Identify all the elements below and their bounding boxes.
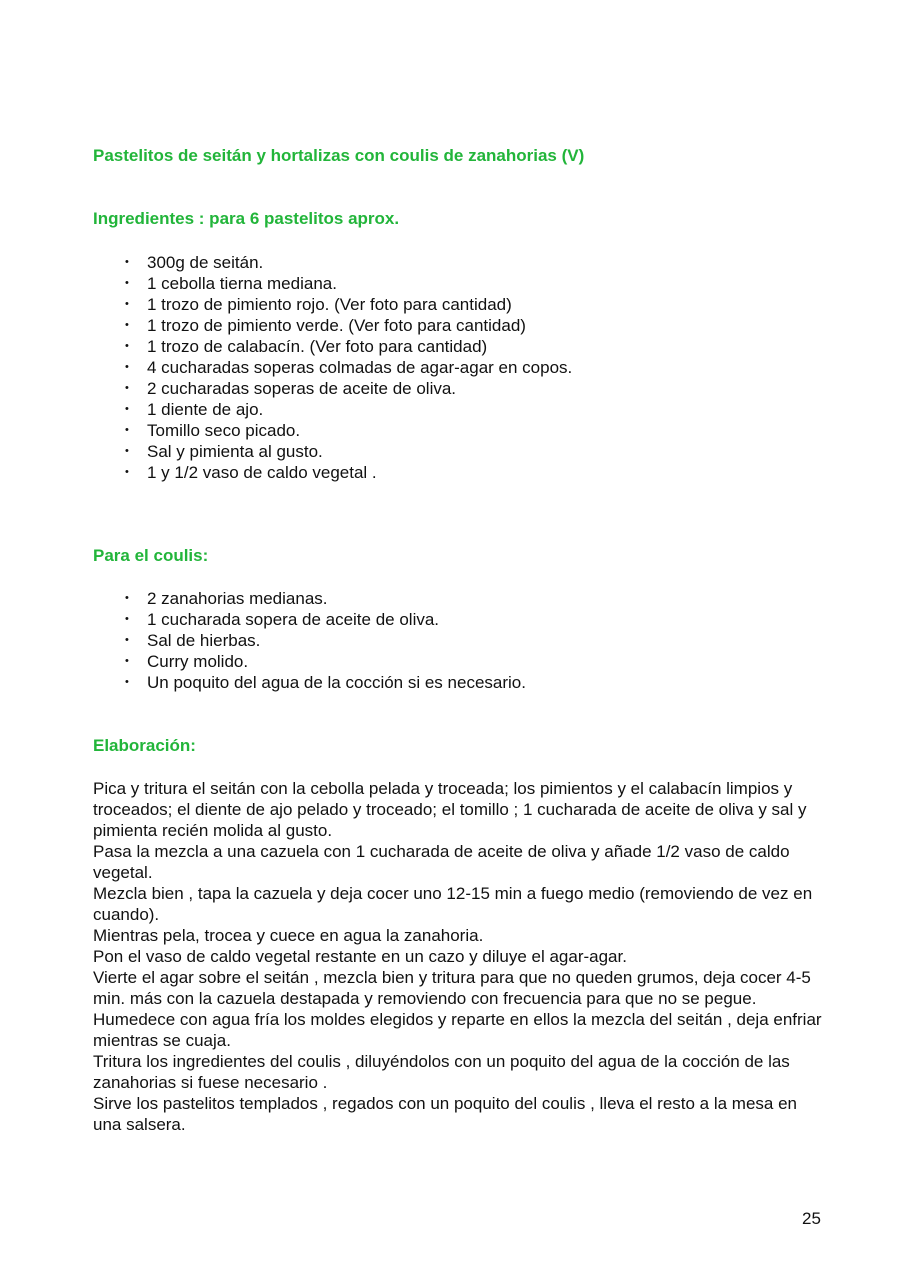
ingredients-heading: Ingredientes : para 6 pastelitos aprox.	[93, 209, 400, 228]
ingredients-list	[120, 252, 572, 483]
coulis-ingredient-text: 2 zanahorias medianas.	[147, 589, 328, 608]
list-item	[120, 588, 526, 609]
step-paragraph: Pasa la mezcla a una cazuela con 1 cucharada de aceite de oliva y añade 1/2 vaso de caldo vegetal.	[93, 842, 790, 882]
coulis-heading: Para el coulis:	[93, 546, 209, 565]
bullet-icon: •	[125, 361, 129, 373]
bullet-icon: •	[125, 298, 129, 310]
coulis-ingredient-text: 1 cucharada sopera de aceite de oliva.	[147, 610, 440, 629]
ingredient-text: 4 cucharadas soperas colmadas de agar-agar en copos.	[147, 358, 573, 377]
list-item	[120, 399, 572, 420]
list-item	[120, 315, 572, 336]
coulis-ingredient-text: Sal de hierbas.	[147, 631, 261, 650]
elaboration-heading: Elaboración:	[93, 736, 196, 755]
step-paragraph: Vierte el agar sobre el seitán , mezcla bien y tritura para que no queden grumos, deja cocer 4-5 min. más con la cazuela destapada y removiendo con frecuencia para que no se pegue.	[93, 968, 811, 1008]
coulis-ingredient-text: Un poquito del agua de la cocción si es necesario.	[147, 673, 526, 692]
bullet-icon: •	[125, 613, 129, 625]
step-paragraph: Pica y tritura el seitán con la cebolla pelada y troceada; los pimientos y el calabacín limpios y troceados; el diente de ajo pelado y troceado; el tomillo ; 1 cucharada de aceite de oliva y sal y pimienta recién molida al gusto.	[93, 779, 807, 840]
ingredient-text: 1 diente de ajo.	[147, 400, 264, 419]
bullet-icon: •	[125, 592, 129, 604]
step-paragraph: Pon el vaso de caldo vegetal restante en un cazo y diluye el agar-agar.	[93, 947, 627, 966]
list-item	[120, 462, 572, 483]
bullet-icon: •	[125, 277, 129, 289]
ingredient-text: Tomillo seco picado.	[147, 421, 301, 440]
step-paragraph: Mientras pela, trocea y cuece en agua la zanahoria.	[93, 926, 484, 945]
ingredient-text: 1 trozo de calabacín. (Ver foto para cantidad)	[147, 337, 488, 356]
coulis-ingredient-text: Curry molido.	[147, 652, 249, 671]
page-number: 25	[802, 1209, 821, 1228]
elaboration-steps	[93, 778, 823, 1135]
recipe-title: Pastelitos de seitán y hortalizas con coulis de zanahorias (V)	[93, 146, 585, 165]
ingredient-text: 1 trozo de pimiento rojo. (Ver foto para cantidad)	[147, 295, 512, 314]
list-item	[120, 252, 572, 273]
bullet-icon: •	[125, 676, 129, 688]
bullet-icon: •	[125, 382, 129, 394]
ingredient-text: 1 cebolla tierna mediana.	[147, 274, 337, 293]
bullet-icon: •	[125, 655, 129, 667]
bullet-icon: •	[125, 319, 129, 331]
list-item	[120, 441, 572, 462]
list-item	[120, 609, 526, 630]
ingredient-text: 300g de seitán.	[147, 253, 264, 272]
ingredient-text: 1 y 1/2 vaso de caldo vegetal .	[147, 463, 377, 482]
list-item	[120, 336, 572, 357]
step-paragraph: Tritura los ingredientes del coulis , diluyéndolos con un poquito del agua de la cocción de las zanahorias si fuese necesario .	[93, 1052, 790, 1092]
list-item	[120, 651, 526, 672]
list-item	[120, 420, 572, 441]
bullet-icon: •	[125, 445, 129, 457]
list-item	[120, 357, 572, 378]
step-paragraph: Sirve los pastelitos templados , regados con un poquito del coulis , lleva el resto a la mesa en una salsera.	[93, 1094, 798, 1134]
step-paragraph: Mezcla bien , tapa la cazuela y deja cocer uno 12-15 min a fuego medio (removiendo de vez en cuando).	[93, 884, 813, 924]
bullet-icon: •	[125, 256, 129, 268]
list-item	[120, 672, 526, 693]
bullet-icon: •	[125, 403, 129, 415]
list-item	[120, 630, 526, 651]
step-paragraph: Humedece con agua fría los moldes elegidos y reparte en ellos la mezcla del seitán , deja enfriar mientras se cuaja.	[93, 1010, 822, 1050]
bullet-icon: •	[125, 340, 129, 352]
list-item	[120, 294, 572, 315]
coulis-list	[120, 588, 526, 693]
ingredient-text: 2 cucharadas soperas de aceite de oliva.	[147, 379, 457, 398]
bullet-icon: •	[125, 634, 129, 646]
ingredient-text: 1 trozo de pimiento verde. (Ver foto para cantidad)	[147, 316, 526, 335]
ingredient-text: Sal y pimienta al gusto.	[147, 442, 323, 461]
list-item	[120, 378, 572, 399]
bullet-icon: •	[125, 424, 129, 436]
bullet-icon: •	[125, 466, 129, 478]
list-item	[120, 273, 572, 294]
